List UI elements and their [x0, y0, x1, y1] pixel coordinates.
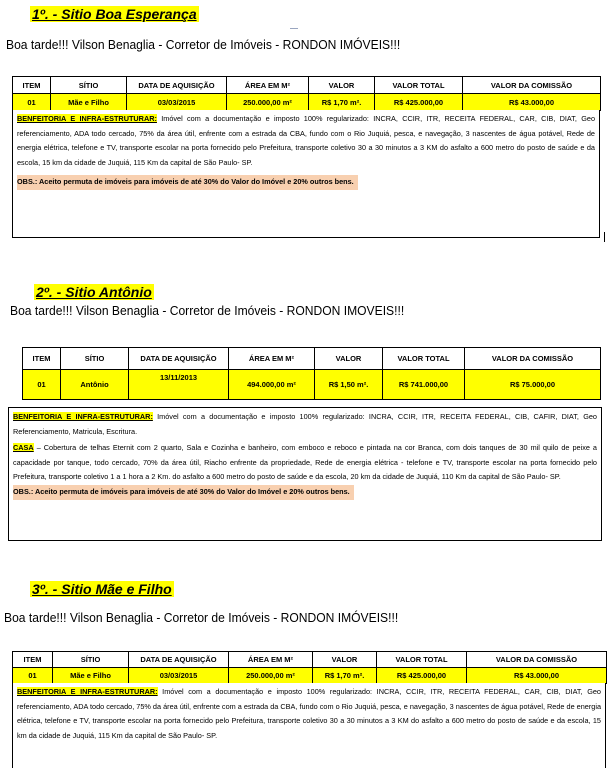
cell-valor-comissao: R$ 43.000,00 [463, 94, 601, 111]
section-3-greeting: Boa tarde!!! Vilson Benaglia - Corretor de Imóveis - RONDON IMÓVEIS!!! [4, 610, 399, 625]
header-data-aquisicao: DATA DE AQUISIÇÃO [129, 652, 229, 668]
cell-valor: R$ 1,50 m². [315, 370, 383, 400]
cell-data-aquisicao: 13/11/2013 [129, 370, 229, 400]
cell-data-aquisicao: 03/03/2015 [129, 668, 229, 684]
header-valor-comissao: VALOR DA COMISSÃO [465, 348, 601, 370]
cell-item: 01 [13, 94, 51, 111]
cell-valor: R$ 1,70 m². [313, 668, 377, 684]
cell-item: 01 [13, 668, 53, 684]
cell-sitio: Antônio [61, 370, 129, 400]
cell-area: 494.000,00 m² [229, 370, 315, 400]
cell-valor-comissao: R$ 75.000,00 [465, 370, 601, 400]
section-1-description [12, 110, 600, 238]
cell-sitio: Mãe e Filho [53, 668, 129, 684]
section-3-description [12, 683, 606, 768]
section-2-table [22, 347, 601, 400]
cell-valor-total: R$ 425.000,00 [375, 94, 463, 111]
header-valor-total: VALOR TOTAL [375, 77, 463, 94]
obs-note: OBS.: Aceito permuta de imóveis para imóveis de até 30% do Valor do Imóvel e 20% outros bens. [17, 175, 358, 190]
header-valor-total: VALOR TOTAL [377, 652, 467, 668]
header-item: ITEM [23, 348, 61, 370]
section-3-table [12, 651, 607, 684]
text-cursor [604, 232, 605, 242]
header-area: ÁREA EM M² [229, 348, 315, 370]
section-1-table [12, 76, 601, 111]
cell-valor-total: R$ 741.000,00 [383, 370, 465, 400]
section-1-title: 1º. - Sitio Boa Esperança [32, 6, 197, 22]
cell-item: 01 [23, 370, 61, 400]
benfeitoria-paragraph [13, 410, 597, 439]
section-2-description [8, 407, 602, 541]
benfeitoria-paragraph [17, 112, 595, 170]
obs-note: OBS.: Aceito permuta de imóveis para imóveis de até 30% do Valor do Imóvel e 20% outros bens. [13, 485, 354, 500]
casa-paragraph [13, 441, 597, 485]
cell-valor-total: R$ 425.000,00 [377, 668, 467, 684]
cell-valor-comissao: R$ 43.000,00 [467, 668, 607, 684]
header-valor: VALOR [309, 77, 375, 94]
cell-area: 250.000,00 m² [229, 668, 313, 684]
header-sitio: SÍTIO [61, 348, 129, 370]
benfeitoria-label: BENFEITORIA E INFRA-ESTRUTURAR: [17, 687, 158, 696]
header-item: ITEM [13, 652, 53, 668]
benfeitoria-label: BENFEITORIA E INFRA-ESTRUTURAR: [13, 412, 153, 421]
benfeitoria-text: Imóvel com a documentação e imposto 100% regularizado: INCRA, CCIR, ITR, RECEITA FEDERAL, CAR, CIB, DIAT, Geo referenciamento, ADA todo cercado, 75% da área útil, enfrente com a estrada da CBA, fundo com o Rio Juquiá, pesca, e navegação, 3 nascentes de água potável, Rede de energia elétrica, telefone e TV, transporte escolar na porta fornecido pelo Prefeitura, transporte coletivo 30 a 30 minutos a 3 KM do asfalto a 600 metro do posto de saúde e da escola, 15 km da cidade de Juquiá, 115 Km da capital de São Paulo- SP. [17, 687, 601, 740]
cell-area: 250.000,00 m² [227, 94, 309, 111]
header-area: ÁREA EM M² [229, 652, 313, 668]
header-valor: VALOR [313, 652, 377, 668]
cell-sitio: Mãe e Filho [51, 94, 127, 111]
cell-valor: R$ 1,70 m². [309, 94, 375, 111]
header-valor-total: VALOR TOTAL [383, 348, 465, 370]
section-2-title: 2º. - Sitio Antônio [36, 284, 152, 300]
header-sitio: SÍTIO [51, 77, 127, 94]
casa-label: CASA [13, 443, 34, 453]
benfeitoria-paragraph [17, 685, 601, 743]
section-2-greeting: Boa tarde!!! Vilson Benaglia - Corretor de Imóveis - RONDON IMOVEIS!!! [10, 303, 405, 318]
header-area: ÁREA EM M² [227, 77, 309, 94]
header-data-aquisicao: DATA DE AQUISIÇÃO [127, 77, 227, 94]
cursor-mark [290, 28, 298, 29]
casa-text: – Cobertura de telhas Eternit com 2 quarto, Sala e Cozinha e banheiro, com emboco e reboco e pintada na cor Branca, com dois tanques de 30 mil quilo de peixe a capacidade por tanque, todo cercado, 70% da área útil, Riacho enfrente da propriedade, Rede de energia elétrica - telefone e TV, transporte escolar na porta fornecido pelo Prefeitura, transporte coletivo 1 a 1 hora a 2 Km. do asfalto a 600 metro do posto de saúde e da escola, 20 km da cidade de Juquiá, 110 Km da capital de São Paulo- SP. [13, 443, 597, 482]
benfeitoria-text: Imóvel com a documentação e imposto 100% regularizado: INCRA, CCIR, ITR, RECEITA FEDERAL, CAR, CIB, DIAT, Geo referenciamento, ADA todo cercado, 75% da área útil, enfrente com a estrada da CBA, fundo com o Rio Juquiá, pesca, e navegação, 3 nascentes de água potável, Rede de energia elétrica, telefone e TV, transporte escolar na porta fornecido pelo Prefeitura, transporte coletivo 30 a 30 minutos a 3 KM do asfalto a 600 metro do posto de saúde e da escola, 15 km da cidade de Juquiá, 115 Km da capital de São Paulo- SP. [17, 114, 596, 167]
header-data-aquisicao: DATA DE AQUISIÇÃO [129, 348, 229, 370]
header-valor-comissao: VALOR DA COMISSÃO [463, 77, 601, 94]
benfeitoria-text: Imóvel com a documentação e imposto 100% regularizado: INCRA, CCIR, ITR, RECEITA FEDERAL, CIB, CAFIR, DIAT, Geo Referenciamento, Matricula, Escritura. [13, 412, 597, 436]
benfeitoria-label: BENFEITORIA E INFRA-ESTRUTURAR: [17, 114, 157, 123]
header-valor-comissao: VALOR DA COMISSÃO [467, 652, 607, 668]
cell-data-aquisicao: 03/03/2015 [127, 94, 227, 111]
header-valor: VALOR [315, 348, 383, 370]
header-sitio: SÍTIO [53, 652, 129, 668]
header-item: ITEM [13, 77, 51, 94]
section-1-greeting: Boa tarde!!! Vilson Benaglia - Corretor de Imóveis - RONDON IMÓVEIS!!! [6, 37, 401, 52]
section-3-title: 3º. - Sitio Mãe e Filho [32, 581, 172, 597]
